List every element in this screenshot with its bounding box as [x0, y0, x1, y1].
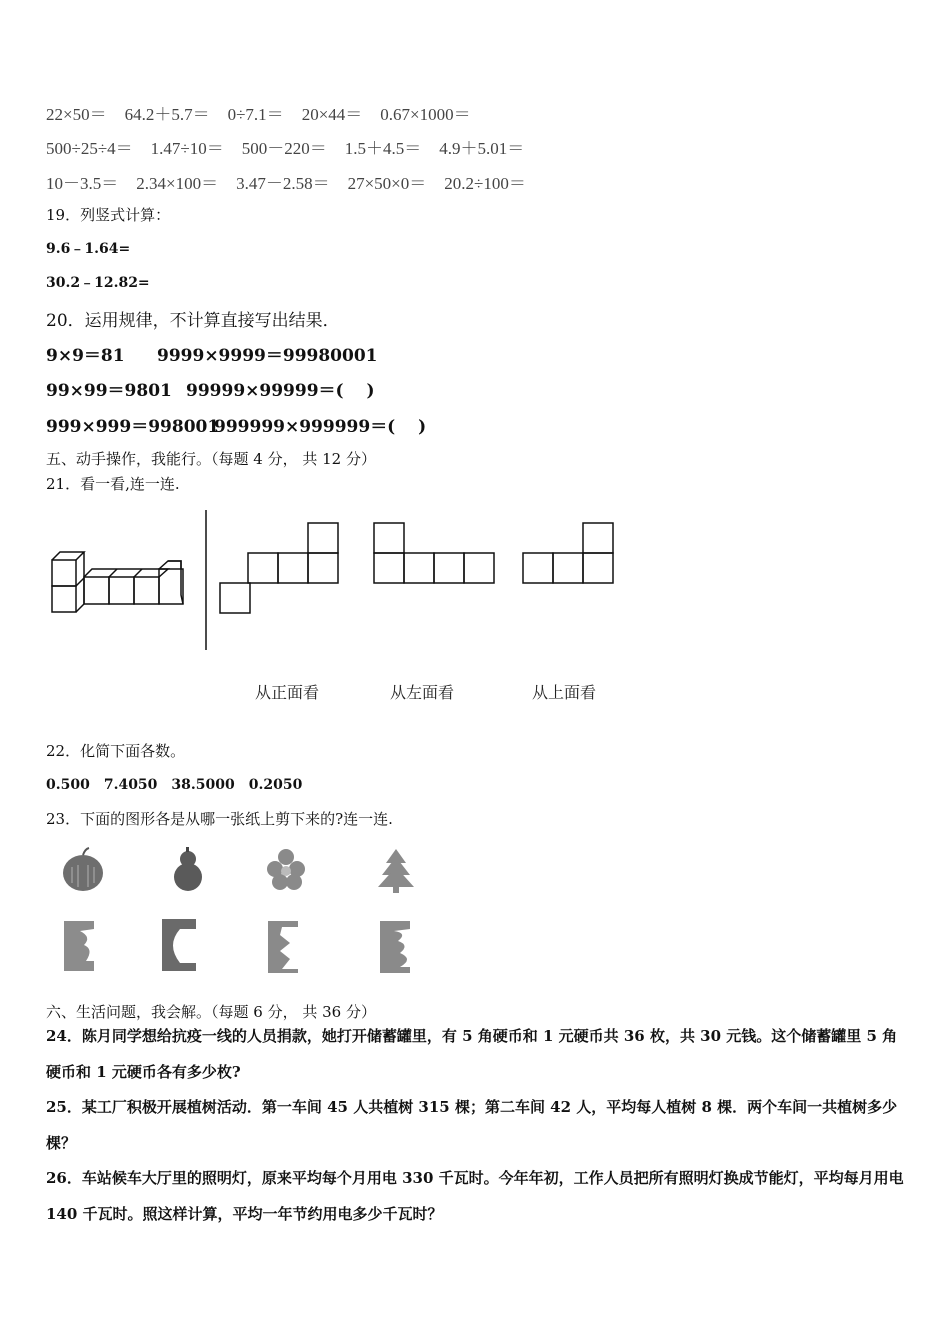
- calc-item: 27×50×0＝: [347, 174, 427, 193]
- calc-item: 1.5＋4.5＝: [344, 139, 422, 158]
- section6-heading: 六、生活问题，我会解。（每题 6 分， 共 36 分）: [46, 1003, 376, 1021]
- q19-line1: 9.6﹣1.64=: [46, 241, 131, 257]
- calc-row-2: [46, 134, 542, 159]
- q23-papers: [58, 915, 418, 977]
- paper-4: [380, 921, 410, 973]
- q24-text: 24．陈月同学想给抗疫一线的人员捐款，她打开储蓄罐里，有 5 角硬币和 1 元硬币共 36 枚，共 30 元钱。这个储蓄罐里 5 角硬币和 1 元硬币各有多少枚?: [46, 1027, 898, 1081]
- flower-shape: [267, 849, 305, 890]
- calc-item: 0.67×1000＝: [380, 105, 471, 124]
- view-shape-1: [220, 523, 338, 613]
- paper-3: [268, 921, 298, 973]
- view-label-front: 从正面看: [255, 683, 320, 702]
- view-shape-2: [374, 523, 494, 583]
- q20-row3-left: 999×999＝998001: [46, 417, 220, 437]
- q26-text: 26．车站候车大厅里的照明灯，原来平均每个月用电 330 千瓦时。今年年初，工作人员把所有照明灯换成节能灯，平均每月用电 140 千瓦时。照这样计算，平均一年节约用电多少千瓦时？: [46, 1169, 904, 1223]
- cube-stack-drawing: [52, 552, 183, 612]
- q22-title: 22．化简下面各数。: [46, 742, 186, 760]
- q19-line2: 30.2﹣12.82=: [46, 275, 150, 291]
- q23-shapes: [58, 845, 418, 895]
- paper-1: [64, 921, 94, 971]
- view-label-left: 从左面看: [390, 683, 455, 702]
- q20-row1-left: 9×9＝81: [46, 346, 125, 366]
- calc-item: 20×44＝: [301, 105, 363, 124]
- gourd-shape: [174, 847, 202, 891]
- q19-title: 19．列竖式计算：: [46, 206, 171, 224]
- calc-item: 2.34×100＝: [136, 174, 219, 193]
- q22-numbers: 0.500 7.4050 38.5000 0.2050: [46, 777, 303, 793]
- q21-title: 21．看一看,连一连.: [46, 475, 180, 493]
- paper-2: [162, 919, 196, 971]
- q20-row1-right: 9999×9999＝99980001: [157, 346, 378, 366]
- calc-item: 500÷25÷4＝: [46, 139, 133, 158]
- calc-item: 0÷7.1＝: [227, 105, 284, 124]
- q20-row2-right: 99999×99999＝( ): [186, 381, 375, 401]
- tree-shape: [378, 849, 414, 893]
- view-shape-3: [523, 523, 613, 583]
- q21-figure: [40, 505, 640, 655]
- q20-row3-right: 999999×999999＝( ): [214, 417, 427, 437]
- calc-item: 3.47－2.58＝: [236, 174, 330, 193]
- calc-item: 10－3.5＝: [46, 174, 119, 193]
- section5-heading: 五、动手操作，我能行。（每题 4 分， 共 12 分）: [46, 450, 376, 468]
- view-label-top: 从上面看: [532, 683, 597, 702]
- calc-item: 4.9＋5.01＝: [439, 139, 525, 158]
- calc-item: 500－220＝: [241, 139, 327, 158]
- q20-title: 20．运用规律，不计算直接写出结果．: [46, 311, 340, 331]
- q25-text: 25．某工厂积极开展植树活动．第一车间 45 人共植树 315 棵；第二车间 42 人，平均每人植树 8 棵．两个车间一共植树多少棵？: [46, 1098, 898, 1152]
- calc-item: 20.2÷100＝: [444, 174, 526, 193]
- q20-row2-left: 99×99＝9801: [46, 381, 172, 401]
- q23-title: 23．下面的图形各是从哪一张纸上剪下来的?连一连.: [46, 810, 393, 828]
- apple-shape: [63, 848, 103, 891]
- calc-item: 64.2＋5.7＝: [124, 105, 210, 124]
- calc-item: 1.47÷10＝: [150, 139, 224, 158]
- calc-item: 22×50＝: [46, 105, 107, 124]
- calc-row-3: [46, 169, 544, 194]
- calc-row-1: [46, 100, 489, 125]
